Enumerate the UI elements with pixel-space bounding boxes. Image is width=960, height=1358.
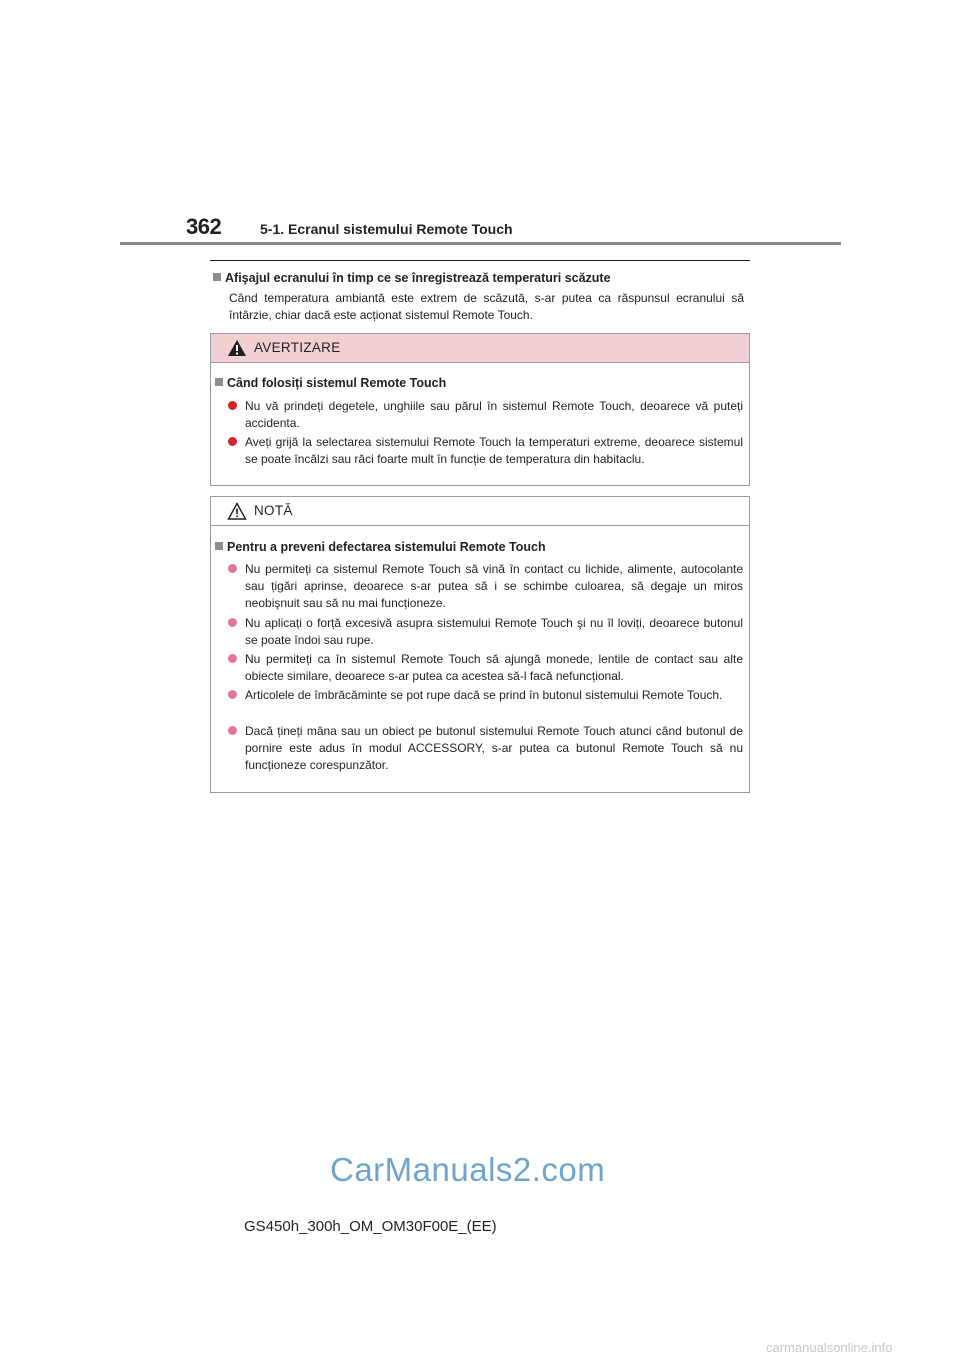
round-bullet-icon xyxy=(228,618,237,627)
note-bullet: Nu permiteți ca în sistemul Remote Touch să ajungă monede, lentile de contact sau alte obiecte similare, deoarece s-ar putea ca acestea să-l facă nefuncțional. xyxy=(228,651,743,685)
square-bullet-icon xyxy=(213,273,221,281)
page-header xyxy=(0,0,960,250)
page-number: 362 xyxy=(186,214,222,239)
footer-site: carmanualsonline.info xyxy=(766,1340,893,1355)
warning-box xyxy=(210,333,750,486)
note-subheading: Pentru a preveni defectarea sistemului Remote Touch xyxy=(215,540,546,554)
note-box xyxy=(210,496,750,793)
note-bullet: Articolele de îmbrăcăminte se pot rupe dacă se prind în butonul sistemului Remote Touch. xyxy=(228,687,743,704)
round-bullet-icon xyxy=(228,726,237,735)
round-bullet-icon xyxy=(228,437,237,446)
intro-heading: Afişajul ecranului în timp ce se înregistrează temperaturi scăzute xyxy=(213,271,611,285)
intro-text: Când temperatura ambiantă este extrem de scăzută, s-ar putea ca răspunsul ecranului să întârzie, chiar dacă este acționat sistemul Remote Touch. xyxy=(229,291,744,322)
header-rule xyxy=(120,242,841,245)
section-title: 5-1. Ecranul sistemului Remote Touch xyxy=(260,221,513,237)
round-bullet-icon xyxy=(228,401,237,410)
warning-bullet: Nu vă prindeți degetele, unghiile sau părul în sistemul Remote Touch, deoarece vă puteți accidenta. xyxy=(228,398,743,432)
round-bullet-icon xyxy=(228,690,237,699)
warning-triangle-icon xyxy=(227,502,247,520)
warning-triangle-icon xyxy=(227,339,247,357)
note-bullet: Dacă țineți mâna sau un obiect pe butonul sistemului Remote Touch atunci când butonul de pornire este adus în modul ACCESSORY, s-ar putea ca butonul Remote Touch să nu funcționeze corespunzător. xyxy=(228,723,743,774)
round-bullet-icon xyxy=(228,564,237,573)
note-title: NOTĂ xyxy=(254,503,293,518)
note-bullet: Nu aplicați o forță excesivă asupra sistemului Remote Touch şi nu îl loviți, deoarece butonul se poate îndoi sau rupe. xyxy=(228,615,743,649)
content-top-rule xyxy=(210,260,750,261)
warning-subheading: Când folosiți sistemul Remote Touch xyxy=(215,376,446,390)
warning-title: AVERTIZARE xyxy=(254,340,341,355)
watermark: CarManuals2.com xyxy=(330,1151,606,1188)
square-bullet-icon xyxy=(215,542,223,550)
warning-box-header xyxy=(211,334,749,363)
warning-bullet: Aveți grijă la selectarea sistemului Remote Touch la temperaturi extreme, deoarece sistemul se poate încălzi sau răci foarte mult în funcție de temperatura din habitaclu. xyxy=(228,434,743,468)
footer-document-code: GS450h_300h_OM_OM30F00E_(EE) xyxy=(244,1218,497,1235)
round-bullet-icon xyxy=(228,654,237,663)
square-bullet-icon xyxy=(215,378,223,386)
note-box-header xyxy=(211,497,749,526)
note-bullet: Nu permiteți ca sistemul Remote Touch să vină în contact cu lichide, alimente, autocolante sau țigări aprinse, deoarece s-ar putea să i se schimbe culoarea, să degaje un miros neobişnuit sau să nu mai funcționeze. xyxy=(228,561,743,612)
